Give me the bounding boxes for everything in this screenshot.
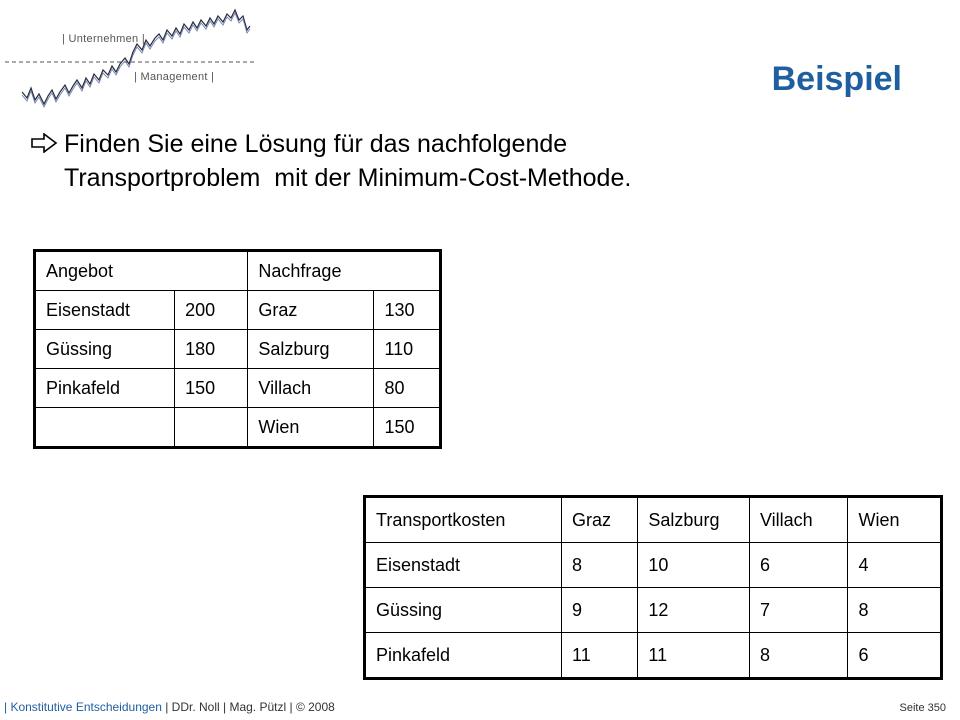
table-cell: 8 bbox=[749, 633, 848, 679]
table-cell: 200 bbox=[175, 291, 248, 330]
table-row bbox=[35, 408, 441, 448]
table-cell: 11 bbox=[638, 633, 750, 679]
table-cell: 110 bbox=[374, 330, 441, 369]
transport-cost-table bbox=[363, 495, 943, 680]
table-cell: 6 bbox=[848, 633, 942, 679]
table-cell: Salzburg bbox=[248, 330, 374, 369]
table-cell: 150 bbox=[175, 369, 248, 408]
table-cell: 9 bbox=[562, 588, 638, 633]
table-cell: 8 bbox=[562, 543, 638, 588]
header-cell-nachfrage: Nachfrage bbox=[248, 251, 441, 291]
table-row bbox=[365, 633, 942, 679]
table-cell: 11 bbox=[562, 633, 638, 679]
table-cell: Güssing bbox=[365, 588, 562, 633]
table-cell: Villach bbox=[248, 369, 374, 408]
footer-authors: | DDr. Noll | Mag. Pützl | © 2008 bbox=[161, 700, 335, 714]
table-cell: 80 bbox=[374, 369, 441, 408]
logo bbox=[0, 0, 260, 120]
table-cell: 10 bbox=[638, 543, 750, 588]
footer-info bbox=[4, 700, 335, 714]
page-number: Seite 350 bbox=[899, 702, 946, 714]
table-cell: 180 bbox=[175, 330, 248, 369]
table-cell: 7 bbox=[749, 588, 848, 633]
header-cell: Graz bbox=[562, 497, 638, 543]
header-cell-angebot: Angebot bbox=[35, 251, 248, 291]
logo-top-text: | Unternehmen | bbox=[62, 33, 145, 45]
table-cell: Wien bbox=[248, 408, 374, 448]
header-cell: Transportkosten bbox=[365, 497, 562, 543]
table-cell: 8 bbox=[848, 588, 942, 633]
table-row bbox=[35, 330, 441, 369]
table-cell: 150 bbox=[374, 408, 441, 448]
footer-section: | Konstitutive Entscheidungen bbox=[4, 700, 162, 714]
table-row bbox=[365, 543, 942, 588]
stock-chart-logo-icon bbox=[0, 0, 260, 120]
hollow-arrow-right-icon bbox=[30, 133, 58, 153]
logo-bottom-text: | Management | bbox=[134, 71, 215, 83]
table-cell: Pinkafeld bbox=[35, 369, 175, 408]
table-cell: Eisenstadt bbox=[35, 291, 175, 330]
table-cell: 6 bbox=[749, 543, 848, 588]
bullet-line-2: Transportproblem mit der Minimum-Cost-Methode. bbox=[64, 164, 632, 192]
bullet-text bbox=[64, 127, 631, 195]
page-title: Beispiel bbox=[771, 60, 902, 98]
supply-demand-table bbox=[33, 249, 442, 449]
table-cell: Eisenstadt bbox=[365, 543, 562, 588]
table-cell: Güssing bbox=[35, 330, 175, 369]
table-row bbox=[35, 369, 441, 408]
table-cell: 12 bbox=[638, 588, 750, 633]
table-header-row bbox=[365, 497, 942, 543]
table-cell: Pinkafeld bbox=[365, 633, 562, 679]
table-row bbox=[365, 588, 942, 633]
table-header-row bbox=[35, 251, 441, 291]
header-cell: Salzburg bbox=[638, 497, 750, 543]
table-cell: 4 bbox=[848, 543, 942, 588]
table-cell: 130 bbox=[374, 291, 441, 330]
bullet-line-1: Finden Sie eine Lösung für das nachfolgende bbox=[64, 130, 568, 158]
header-cell: Wien bbox=[848, 497, 942, 543]
table-cell bbox=[35, 408, 175, 448]
header-cell: Villach bbox=[749, 497, 848, 543]
table-row bbox=[35, 291, 441, 330]
table-cell bbox=[175, 408, 248, 448]
table-cell: Graz bbox=[248, 291, 374, 330]
